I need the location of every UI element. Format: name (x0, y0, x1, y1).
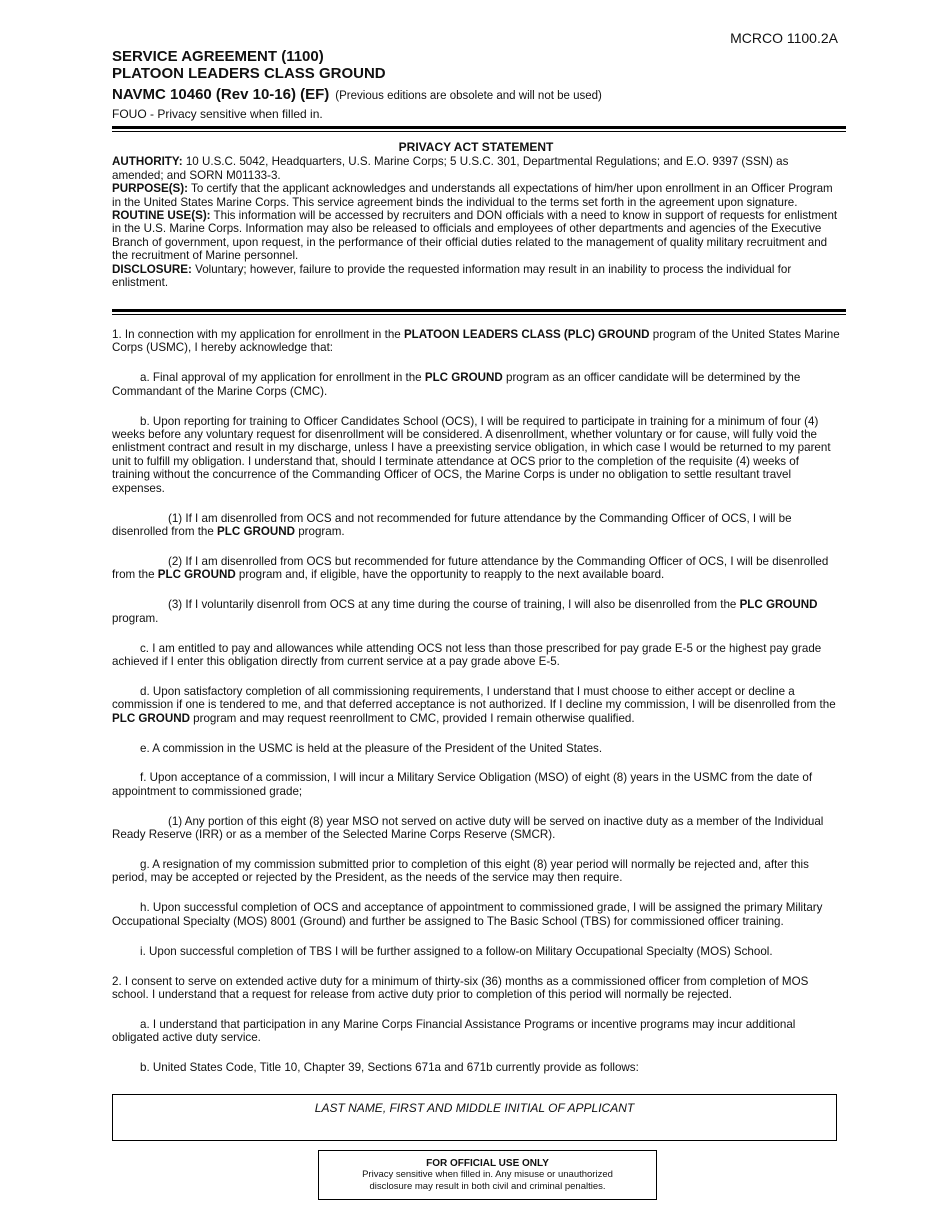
privacy-heading: PRIVACY ACT STATEMENT (398, 140, 554, 154)
paragraph-1d: d. Upon satisfactory completion of all commissioning requirements, I understand that I must choose to either accept or decline a commission if one is tendered to me, and that deferred acceptance is not authorized. If I decline my commission, I will be disenrolled from the PLC GROUND program and may request reenrollment to CMC, provided I remain otherwise qualified. (112, 684, 836, 725)
form-subtitle: PLATOON LEADERS CLASS GROUND (112, 65, 386, 82)
official-use-footer (318, 1150, 657, 1200)
paragraph-1h: h. Upon successful completion of OCS and acceptance of appointment to commissioned grade, I will be assigned the primary Military Occupational Specialty (MOS) 8001 (Ground) and further be assigned to The Basic School (TBS) for commissioned officer training. (112, 901, 823, 928)
applicant-name-field[interactable] (112, 1094, 837, 1141)
form-number-text: NAVMC 10460 (Rev 10-16) (EF) (112, 86, 330, 103)
paragraph-1g: g. A resignation of my commission submitted prior to completion of this eight (8) year period will normally be rejected and, after this period, may be accepted or rejected by the President, as the needs of the service may then require. (112, 858, 809, 885)
header-divider (112, 126, 846, 129)
paragraph-1: 1. In connection with my application for enrollment in the PLATOON LEADERS CLASS (PLC) GROUND program of the United States Marine Corps (USMC), I hereby acknowledge that: (112, 328, 840, 355)
paragraph-1b3: (3) If I voluntarily disenroll from OCS at any time during the course of training, I will also be disenrolled from the PLC GROUND program. (112, 598, 818, 625)
official-use-line-2: disclosure may result in both civil and criminal penalties. (369, 1181, 606, 1192)
form-number (112, 86, 602, 103)
document-code: MCRCO 1100.2A (730, 30, 838, 46)
paragraph-1c: c. I am entitled to pay and allowances while attending OCS not less than those prescribed for pay grade E-5 or the highest pay grade achieved if I enter this obligation directly from current service at a pay grade above E-5. (112, 641, 822, 668)
privacy-act-statement (112, 141, 840, 289)
privacy-divider (112, 309, 846, 312)
privacy-divider-thin (112, 314, 846, 315)
applicant-name-label: LAST NAME, FIRST AND MIDDLE INITIAL OF APPLICANT (314, 1101, 635, 1115)
paragraph-1a: a. Final approval of my application for enrollment in the PLC GROUND program as an officer candidate will be determined by the Commandant of the Marine Corps (CMC). (112, 371, 801, 398)
paragraph-2b: b. United States Code, Title 10, Chapter 39, Sections 671a and 671b currently provide as follows: (140, 1061, 639, 1075)
paragraph-2a: a. I understand that participation in any Marine Corps Financial Assistance Programs or incentive programs may incur additional obligated active duty service. (112, 1017, 796, 1045)
privacy-routine-use: ROUTINE USE(S): This information will be accessed by recruiters and DON officials with a need to know in support of requests for enlistment in the U.S. Marine Corps. Information may also be released to officials and employees of other departments and agencies of the Executive Branch of government, upon request, in the performance of their official duties related to the management of quality military recruitment and the recruitment of Marine personnel. (112, 209, 838, 263)
privacy-disclosure: DISCLOSURE: Voluntary; however, failure to provide the requested information may result in an inability to process the individual for enlistment. (112, 262, 792, 290)
agreement-body (112, 328, 840, 1091)
paragraph-1b2: (2) If I am disenrolled from OCS but recommended for future attendance by the Commanding Officer of OCS, I will be disenrolled from the PLC GROUND program and, if eligible, have the opportunity to reapply to the next available board. (112, 554, 829, 582)
paragraph-1i: i. Upon successful completion of TBS I will be further assigned to a follow-on Military Occupational Specialty (MOS) School. (140, 944, 773, 958)
paragraph-1f: f. Upon acceptance of a commission, I will incur a Military Service Obligation (MSO) of eight (8) years in the USMC from the date of appointment to commissioned grade; (112, 771, 813, 798)
fouo-notice: FOUO - Privacy sensitive when filled in. (112, 107, 323, 121)
paragraph-2: 2. I consent to serve on extended active duty for a minimum of thirty-six (36) months as a commissioned officer from completion of MOS school. I understand that a request for release from active duty prior to completion of this period will normally be rejected. (112, 974, 809, 1001)
privacy-authority: AUTHORITY: 10 U.S.C. 5042, Headquarters, U.S. Marine Corps; 5 U.S.C. 301, Departmental Regulations; and E.O. 9397 (SSN) as amended; and SORN M01133-3. (112, 155, 789, 182)
paragraph-1b: b. Upon reporting for training to Officer Candidates School (OCS), I will be required to participate in training for a minimum of four (4) weeks before any voluntary request for disenrollment will be considered. A disenrollment, whether voluntary or for cause, will fully void the enlistment contract and result in my discharge, unless I have a preexisting service obligation, in which case I would be returned to my parent unit to fulfill my obligation. I understand that, should I terminate attendance at OCS prior to the completion of the requisite (4) weeks of training without the concurrence of the Commanding Officer of OCS, the Marine Corps is under no obligation to settle resultant travel expenses. (112, 414, 831, 495)
form-edition-note: (Previous editions are obsolete and will not be used) (335, 90, 602, 102)
paragraph-1b1: (1) If I am disenrolled from OCS and not recommended for future attendance by the Commanding Officer of OCS, I will be disenrolled from the PLC GROUND program. (112, 511, 792, 538)
official-use-heading: FOR OFFICIAL USE ONLY (426, 1158, 549, 1169)
header-divider-thin (112, 131, 846, 132)
form-title: SERVICE AGREEMENT (1100) (112, 48, 324, 65)
paragraph-1e: e. A commission in the USMC is held at the pleasure of the President of the United States. (140, 741, 603, 755)
paragraph-1f1: (1) Any portion of this eight (8) year MSO not served on active duty will be served on inactive duty as a member of the Individual Ready Reserve (IRR) or as a member of the Selected Marine Corps Reserve (SMCR). (112, 814, 824, 842)
privacy-purpose: PURPOSE(S): To certify that the applicant acknowledges and understands all expectations of him/her upon enrollment in an Officer Program in the United States Marine Corps. This service agreement binds the individual to the terms set forth in the agreement upon signature. (112, 182, 833, 209)
official-use-line-1: Privacy sensitive when filled in. Any misuse or unauthorized (362, 1169, 613, 1180)
